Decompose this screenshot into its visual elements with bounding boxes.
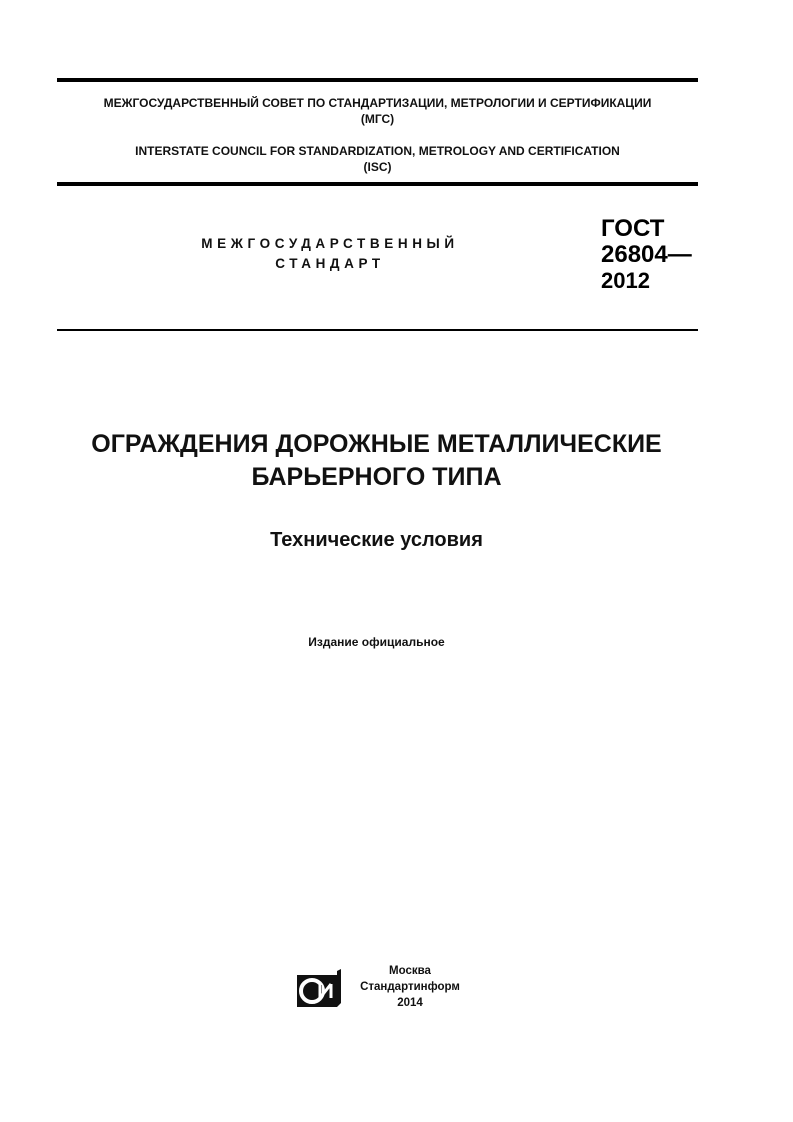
gost-label: ГОСТ — [601, 215, 665, 242]
council-ru-block — [57, 95, 698, 127]
gost-number: 26804— — [601, 241, 692, 268]
header-bottom-rule — [57, 182, 698, 186]
publisher-text — [352, 963, 468, 1011]
publisher-city: Москва — [389, 965, 431, 977]
document-subtitle: Технические условия — [270, 529, 483, 551]
council-name-ru: МЕЖГОСУДАРСТВЕННЫЙ СОВЕТ ПО СТАНДАРТИЗАЦИИ, МЕТРОЛОГИИ И СЕРТИФИКАЦИИ — [103, 96, 652, 110]
council-abbr-ru: (МГС) — [360, 112, 395, 126]
council-abbr-en: (ISC) — [363, 160, 392, 174]
council-en-block — [57, 143, 698, 175]
publisher-name: Стандартинформ — [360, 981, 460, 993]
publisher-block — [296, 963, 476, 1013]
standard-bottom-rule — [57, 329, 698, 331]
edition-note: Издание официальное — [308, 635, 445, 649]
standard-type — [140, 234, 520, 274]
publisher-year: 2014 — [397, 997, 423, 1009]
title-line1: ОГРАЖДЕНИЯ ДОРОЖНЫЕ МЕТАЛЛИЧЕСКИЕ — [91, 430, 662, 458]
council-name-en: INTERSTATE COUNCIL FOR STANDARDIZATION, METROLOGY AND CERTIFICATION — [135, 144, 620, 158]
top-rule — [57, 78, 698, 82]
standard-type-line2: СТАНДАРТ — [275, 256, 385, 271]
standartinform-logo-icon — [296, 969, 342, 1009]
standard-type-line1: МЕЖГОСУДАРСТВЕННЫЙ — [201, 236, 459, 251]
gost-designation — [601, 216, 692, 294]
document-title — [20, 428, 733, 494]
title-line2: БАРЬЕРНОГО ТИПА — [251, 463, 502, 491]
gost-year: 2012 — [601, 268, 650, 293]
